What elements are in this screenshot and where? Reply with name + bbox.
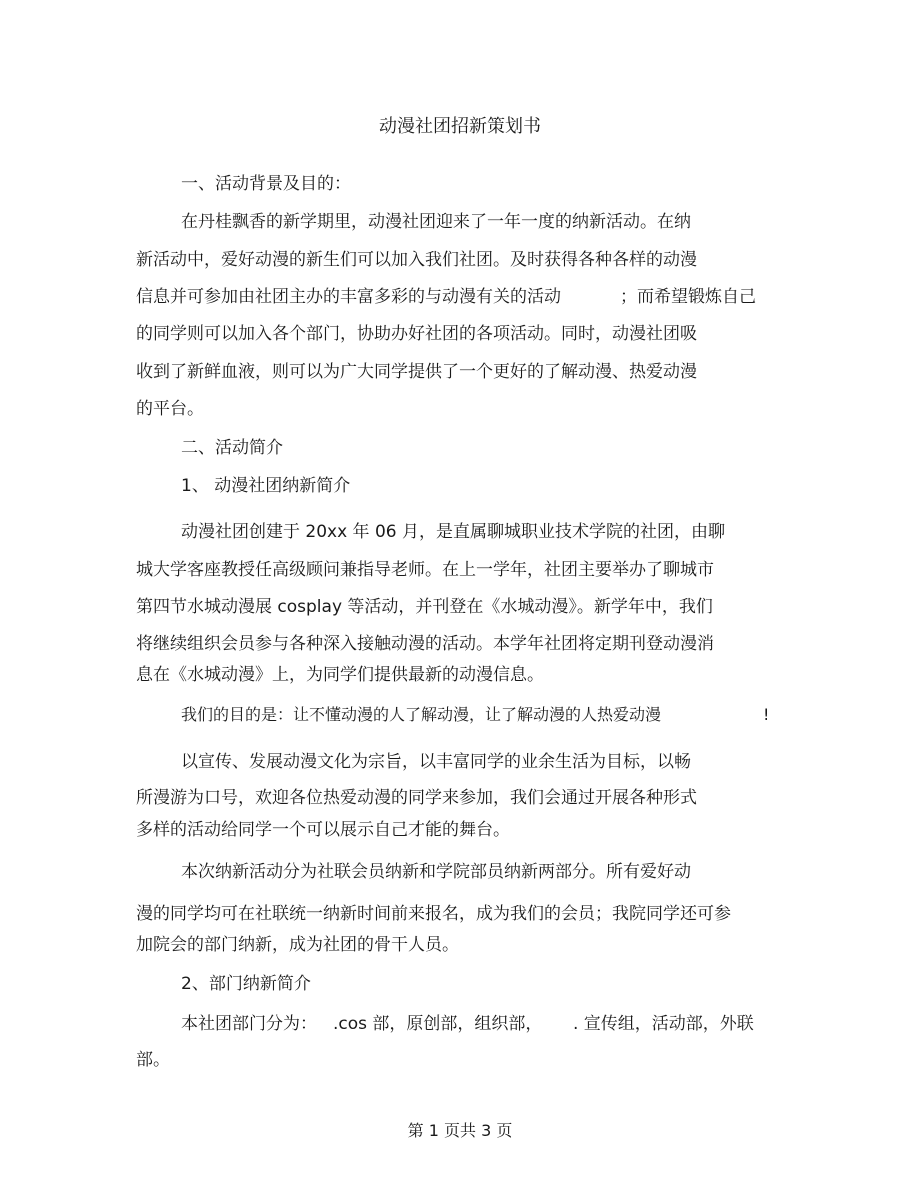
paragraph-line: 在丹桂飘香的新学期里，动漫社团迎来了一年一度的纳新活动。在纳 xyxy=(181,212,691,232)
paragraph-line: 新活动中，爱好动漫的新生们可以加入我们社团。及时获得各种各样的动漫 xyxy=(136,250,697,270)
paragraph-line: 息在《水城动漫》上，为同学们提供最新的动漫信息。 xyxy=(136,665,544,685)
goal-statement: 我们的目的是：让不懂动漫的人了解动漫，让了解动漫的人热爱动漫 xyxy=(181,705,662,724)
paragraph-line: . 宣传组，活动部，外联 xyxy=(573,1014,754,1034)
paragraph-line: ；而希望锻炼自己 xyxy=(620,287,756,307)
paragraph-line: 所漫游为口号，欢迎各位热爱动漫的同学来参加，我们会通过开展各种形式 xyxy=(136,788,697,808)
paragraph-line: 的平台。 xyxy=(136,399,204,419)
paragraph-line: .cos 部，原创部，组织部， xyxy=(333,1014,543,1034)
paragraph-line: 多样的活动给同学一个可以展示自己才能的舞台。 xyxy=(136,820,510,840)
paragraph-line: 本次纳新活动分为社联会员纳新和学院部员纳新两部分。所有爱好动 xyxy=(181,862,691,882)
section-heading-background: 一、活动背景及目的： xyxy=(181,174,351,194)
paragraph-line: 漫的同学均可在社联统一纳新时间前来报名，成为我们的会员；我院同学还可参 xyxy=(136,904,731,924)
paragraph-line: 以宣传、发展动漫文化为宗旨，以丰富同学的业余生活为目标，以畅 xyxy=(181,752,691,772)
subsection-heading: 1、 动漫社团纳新简介 xyxy=(181,476,351,496)
paragraph-line: 信息并可参加由社团主办的丰富多彩的与动漫有关的活动 xyxy=(136,287,561,307)
paragraph-line: 部。 xyxy=(136,1050,170,1070)
page-footer: 第 1 页共 3 页 xyxy=(407,1121,513,1140)
document-title: 动漫社团招新策划书 xyxy=(379,116,541,137)
paragraph-line: 第四节水城动漫展 cosplay 等活动，并刊登在《水城动漫》。新学年中，我们 xyxy=(136,597,713,617)
paragraph-line: 动漫社团创建于 20xx 年 06 月，是直属聊城职业技术学院的社团，由聊 xyxy=(181,522,725,542)
paragraph-line: 将继续组织会员参与各种深入接触动漫的活动。本学年社团将定期刊登动漫消 xyxy=(136,634,714,654)
paragraph-line: 本社团部门分为： xyxy=(181,1014,317,1034)
paragraph-line: 加院会的部门纳新，成为社团的骨干人员。 xyxy=(136,935,459,955)
paragraph-line: 城大学客座教授任高级顾问兼指导老师。在上一学年，社团主要举办了聊城市 xyxy=(136,560,714,580)
subsection-heading: 2、部门纳新简介 xyxy=(181,974,311,994)
goal-exclamation: ! xyxy=(763,705,770,724)
paragraph-line: 收到了新鲜血液，则可以为广大同学提供了一个更好的了解动漫、热爱动漫 xyxy=(136,362,697,382)
section-heading-intro: 二、活动简介 xyxy=(181,438,283,458)
paragraph-line: 的同学则可以加入各个部门，协助办好社团的各项活动。同时，动漫社团吸 xyxy=(136,324,697,344)
